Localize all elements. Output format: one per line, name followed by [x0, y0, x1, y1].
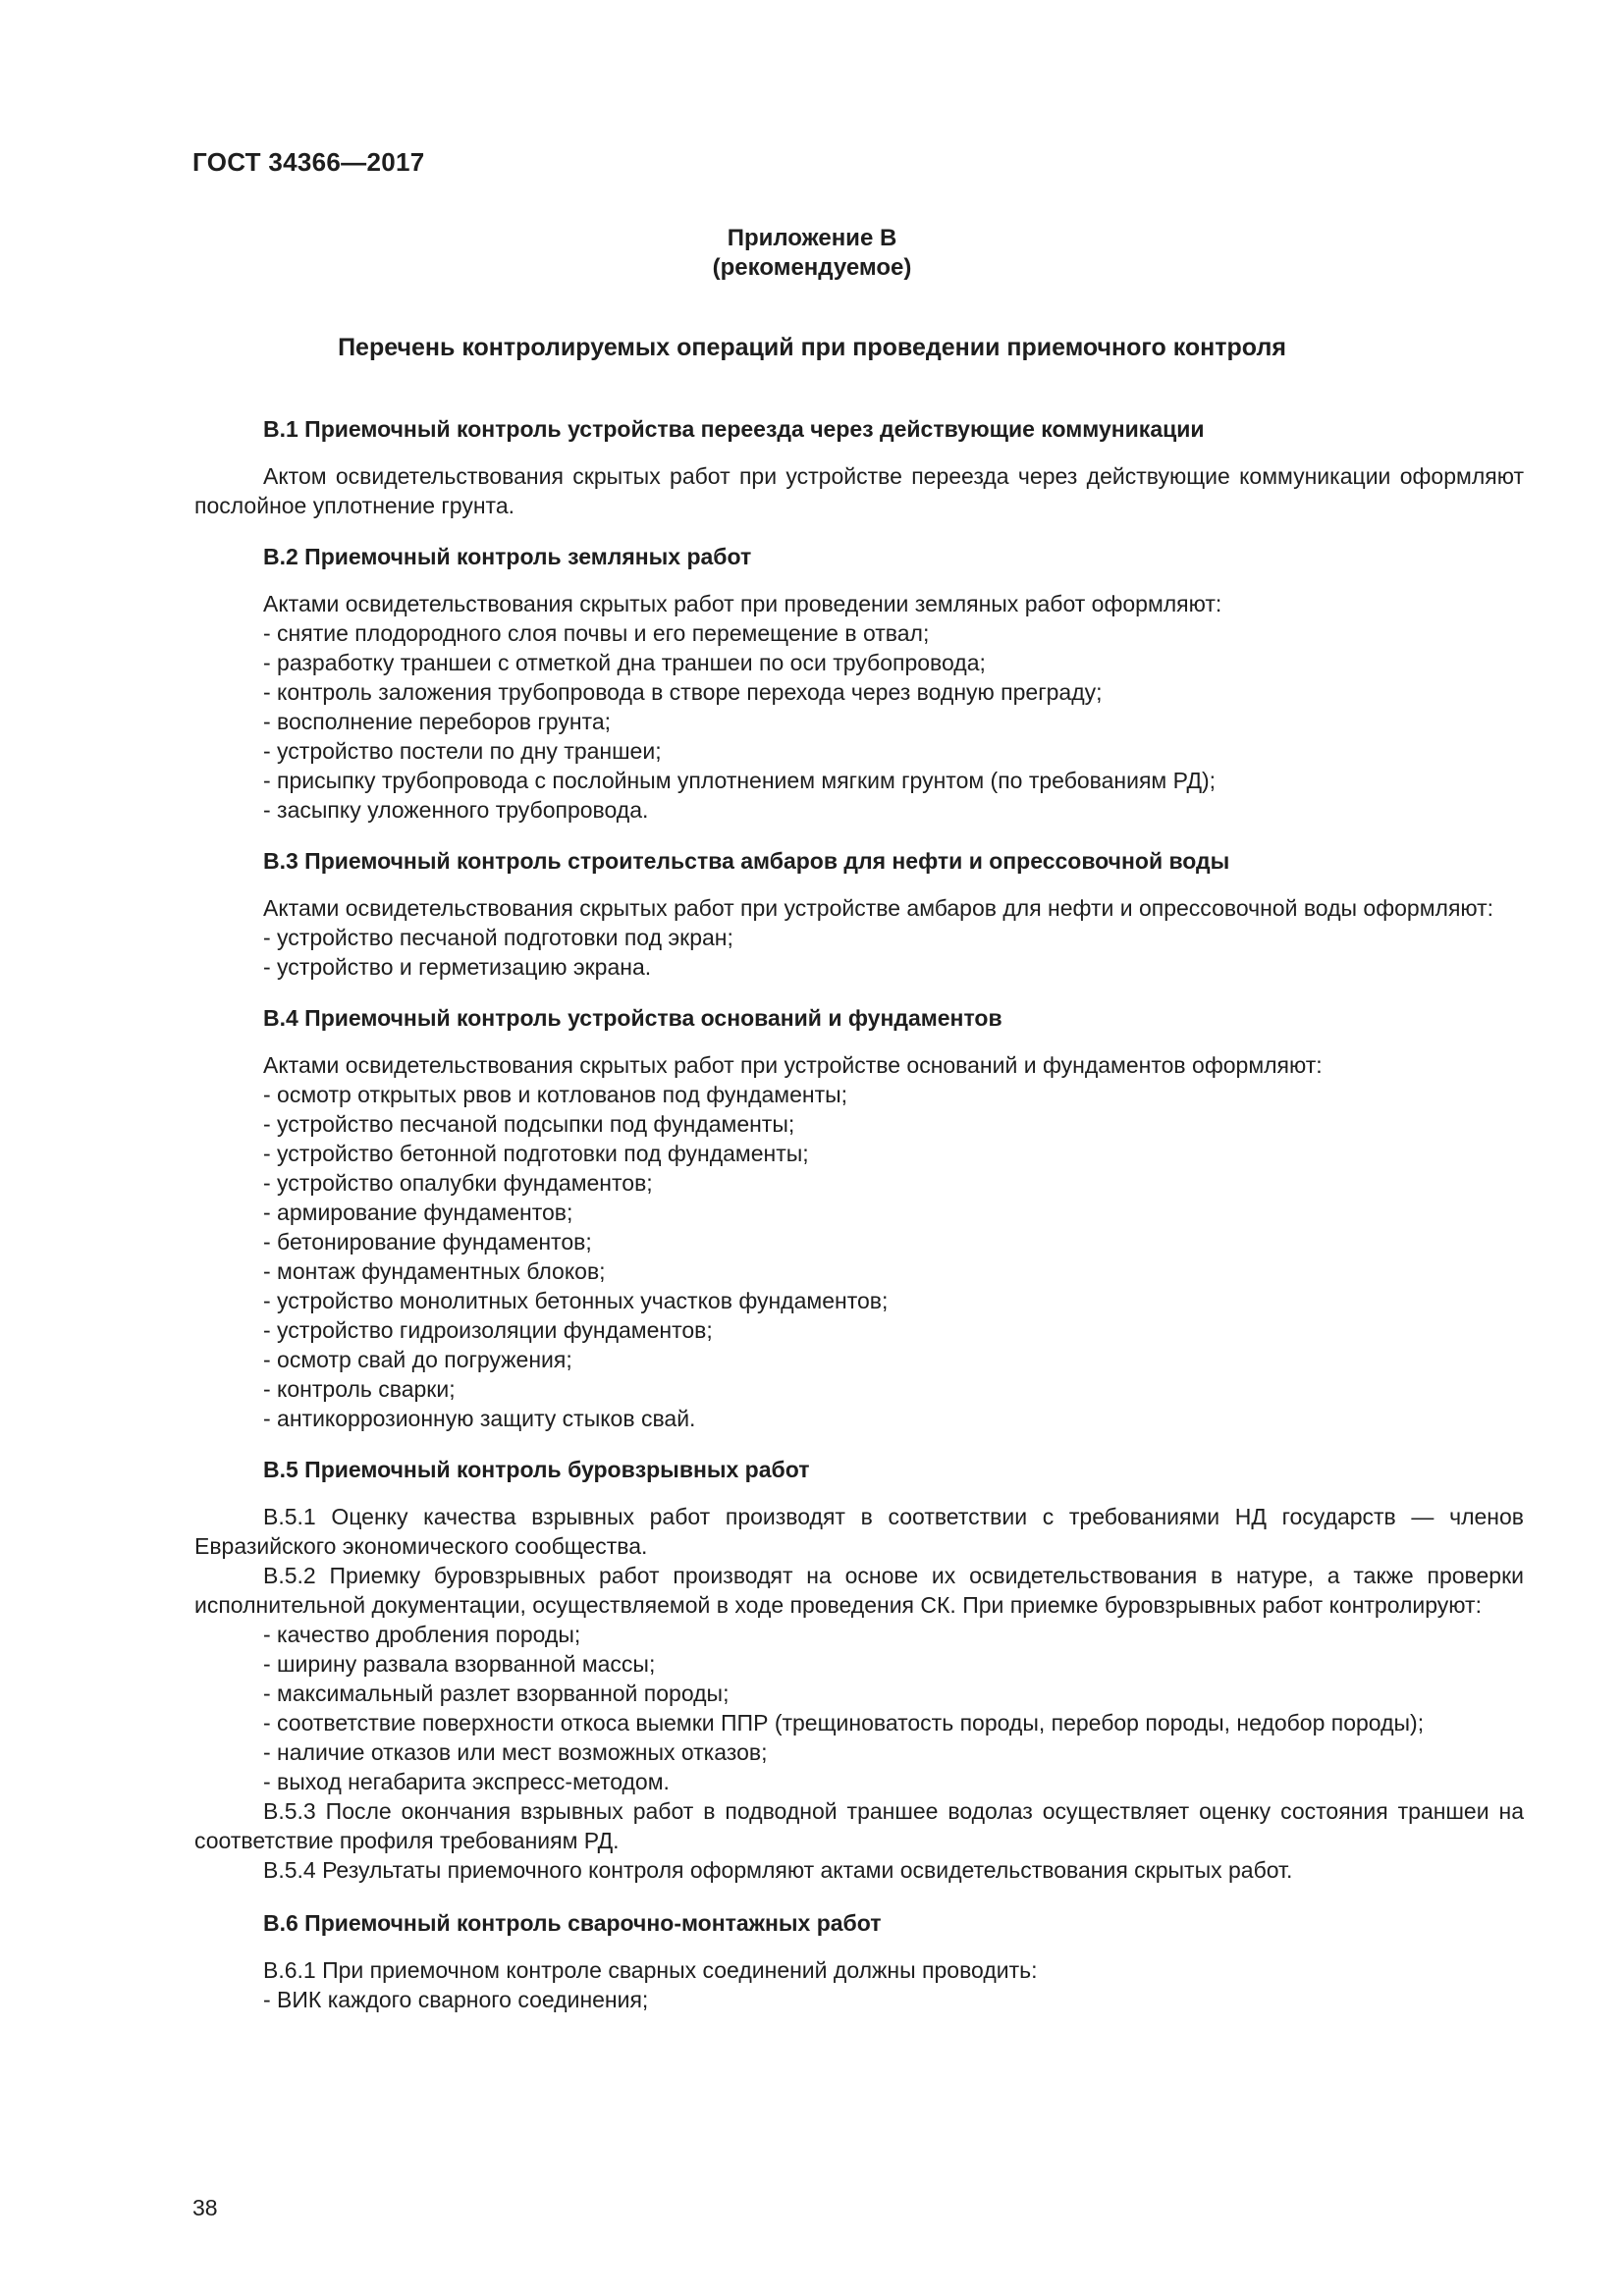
- list: [194, 1080, 1524, 1433]
- annex-heading: [0, 224, 1624, 283]
- section-heading-b3: В.3 Приемочный контроль строительства амбаров для нефти и опрессовочной воды: [263, 848, 1230, 874]
- list-item: - выход негабарита экспресс-методом.: [263, 1769, 670, 1794]
- paragraph: В.5.2 Приемку буровзрывных работ производят на основе их освидетельствования в натуре, а также проверки исполнительной документации, осуществляемой в ходе проведения СК. При приемке буровзрывных работ контролируют:: [194, 1563, 1524, 1618]
- paragraph: В.5.4 Результаты приемочного контроля оформляют актами освидетельствования скрытых работ.: [263, 1857, 1293, 1883]
- list-item: - восполнение переборов грунта;: [263, 709, 611, 734]
- list-item: - разработку траншеи с отметкой дна траншеи по оси трубопровода;: [263, 650, 986, 675]
- list-item: - соответствие поверхности откоса выемки ППР (трещиноватость породы, перебор породы, недобор породы);: [263, 1710, 1425, 1735]
- list-item: - ВИК каждого сварного соединения;: [263, 1987, 649, 2012]
- paragraph: Актом освидетельствования скрытых работ при устройстве переезда через действующие коммуникации оформляют послойное уплотнение грунта.: [194, 463, 1524, 518]
- annex-label: Приложение В: [727, 225, 897, 251]
- list-item: - бетонирование фундаментов;: [263, 1229, 592, 1255]
- standard-header: ГОСТ 34366—2017: [192, 147, 425, 177]
- list-item: - армирование фундаментов;: [263, 1200, 573, 1225]
- list-item: - контроль сварки;: [263, 1376, 456, 1402]
- paragraph: Актами освидетельствования скрытых работ при устройстве амбаров для нефти и опрессовочной воды оформляют:: [263, 895, 1494, 921]
- list-item: - устройство бетонной подготовки под фундаменты;: [263, 1141, 809, 1166]
- paragraph: В.5.1 Оценку качества взрывных работ производят в соответствии с требованиями НД государств — членов Евразийского экономического сообщества.: [194, 1504, 1524, 1559]
- list-item: - устройство монолитных бетонных участков фундаментов;: [263, 1288, 889, 1313]
- list-item: - присыпку трубопровода с послойным уплотнением мягким грунтом (по требованиям РД);: [263, 768, 1217, 793]
- page-number: 38: [192, 2195, 218, 2220]
- section-heading-b6: В.6 Приемочный контроль сварочно-монтажных работ: [263, 1910, 882, 1936]
- list: [194, 1985, 1524, 2014]
- annex-status: (рекомендуемое): [712, 254, 912, 281]
- list-item: - устройство песчаной подготовки под экран;: [263, 925, 733, 950]
- list-item: - монтаж фундаментных блоков;: [263, 1258, 606, 1284]
- list-item: - устройство и герметизацию экрана.: [263, 954, 652, 980]
- paragraph: В.5.3 После окончания взрывных работ в подводной траншее водолаз осуществляет оценку состояния траншеи на соответствие профиля требованиям РД.: [194, 1798, 1524, 1853]
- list-item: - осмотр открытых рвов и котлованов под фундаменты;: [263, 1082, 848, 1107]
- list-item: - снятие плодородного слоя почвы и его перемещение в отвал;: [263, 620, 930, 646]
- list: [194, 618, 1524, 825]
- document-body: [194, 414, 1524, 2014]
- list: [194, 923, 1524, 982]
- list-item: - наличие отказов или мест возможных отказов;: [263, 1739, 768, 1765]
- list-item: - засыпку уложенного трубопровода.: [263, 797, 649, 823]
- section-heading-b4: В.4 Приемочный контроль устройства оснований и фундаментов: [263, 1005, 1002, 1031]
- paragraph: Актами освидетельствования скрытых работ при проведении земляных работ оформляют:: [263, 591, 1222, 616]
- list-item: - максимальный разлет взорванной породы;: [263, 1681, 730, 1706]
- list-item: - устройство гидроизоляции фундаментов;: [263, 1317, 713, 1343]
- list-item: - ширину развала взорванной массы;: [263, 1651, 656, 1677]
- list-item: - качество дробления породы;: [263, 1622, 581, 1647]
- section-heading-b5: В.5 Приемочный контроль буровзрывных работ: [263, 1457, 810, 1482]
- list-item: - устройство опалубки фундаментов;: [263, 1170, 653, 1196]
- section-heading-b1: В.1 Приемочный контроль устройства переезда через действующие коммуникации: [263, 416, 1205, 442]
- list-item: - устройство постели по дну траншеи;: [263, 738, 662, 764]
- paragraph: Актами освидетельствования скрытых работ при устройстве оснований и фундаментов оформляют:: [263, 1052, 1323, 1078]
- list-item: - устройство песчаной подсыпки под фундаменты;: [263, 1111, 795, 1137]
- section-heading-b2: В.2 Приемочный контроль земляных работ: [263, 544, 752, 569]
- document-title: Перечень контролируемых операций при проведении приемочного контроля: [338, 334, 1286, 361]
- list-item: - осмотр свай до погружения;: [263, 1347, 572, 1372]
- list-item: - антикоррозионную защиту стыков свай.: [263, 1406, 696, 1431]
- paragraph: В.6.1 При приемочном контроле сварных соединений должны проводить:: [263, 1957, 1038, 1983]
- list: [194, 1620, 1524, 1796]
- list-item: - контроль заложения трубопровода в створе перехода через водную преграду;: [263, 679, 1103, 705]
